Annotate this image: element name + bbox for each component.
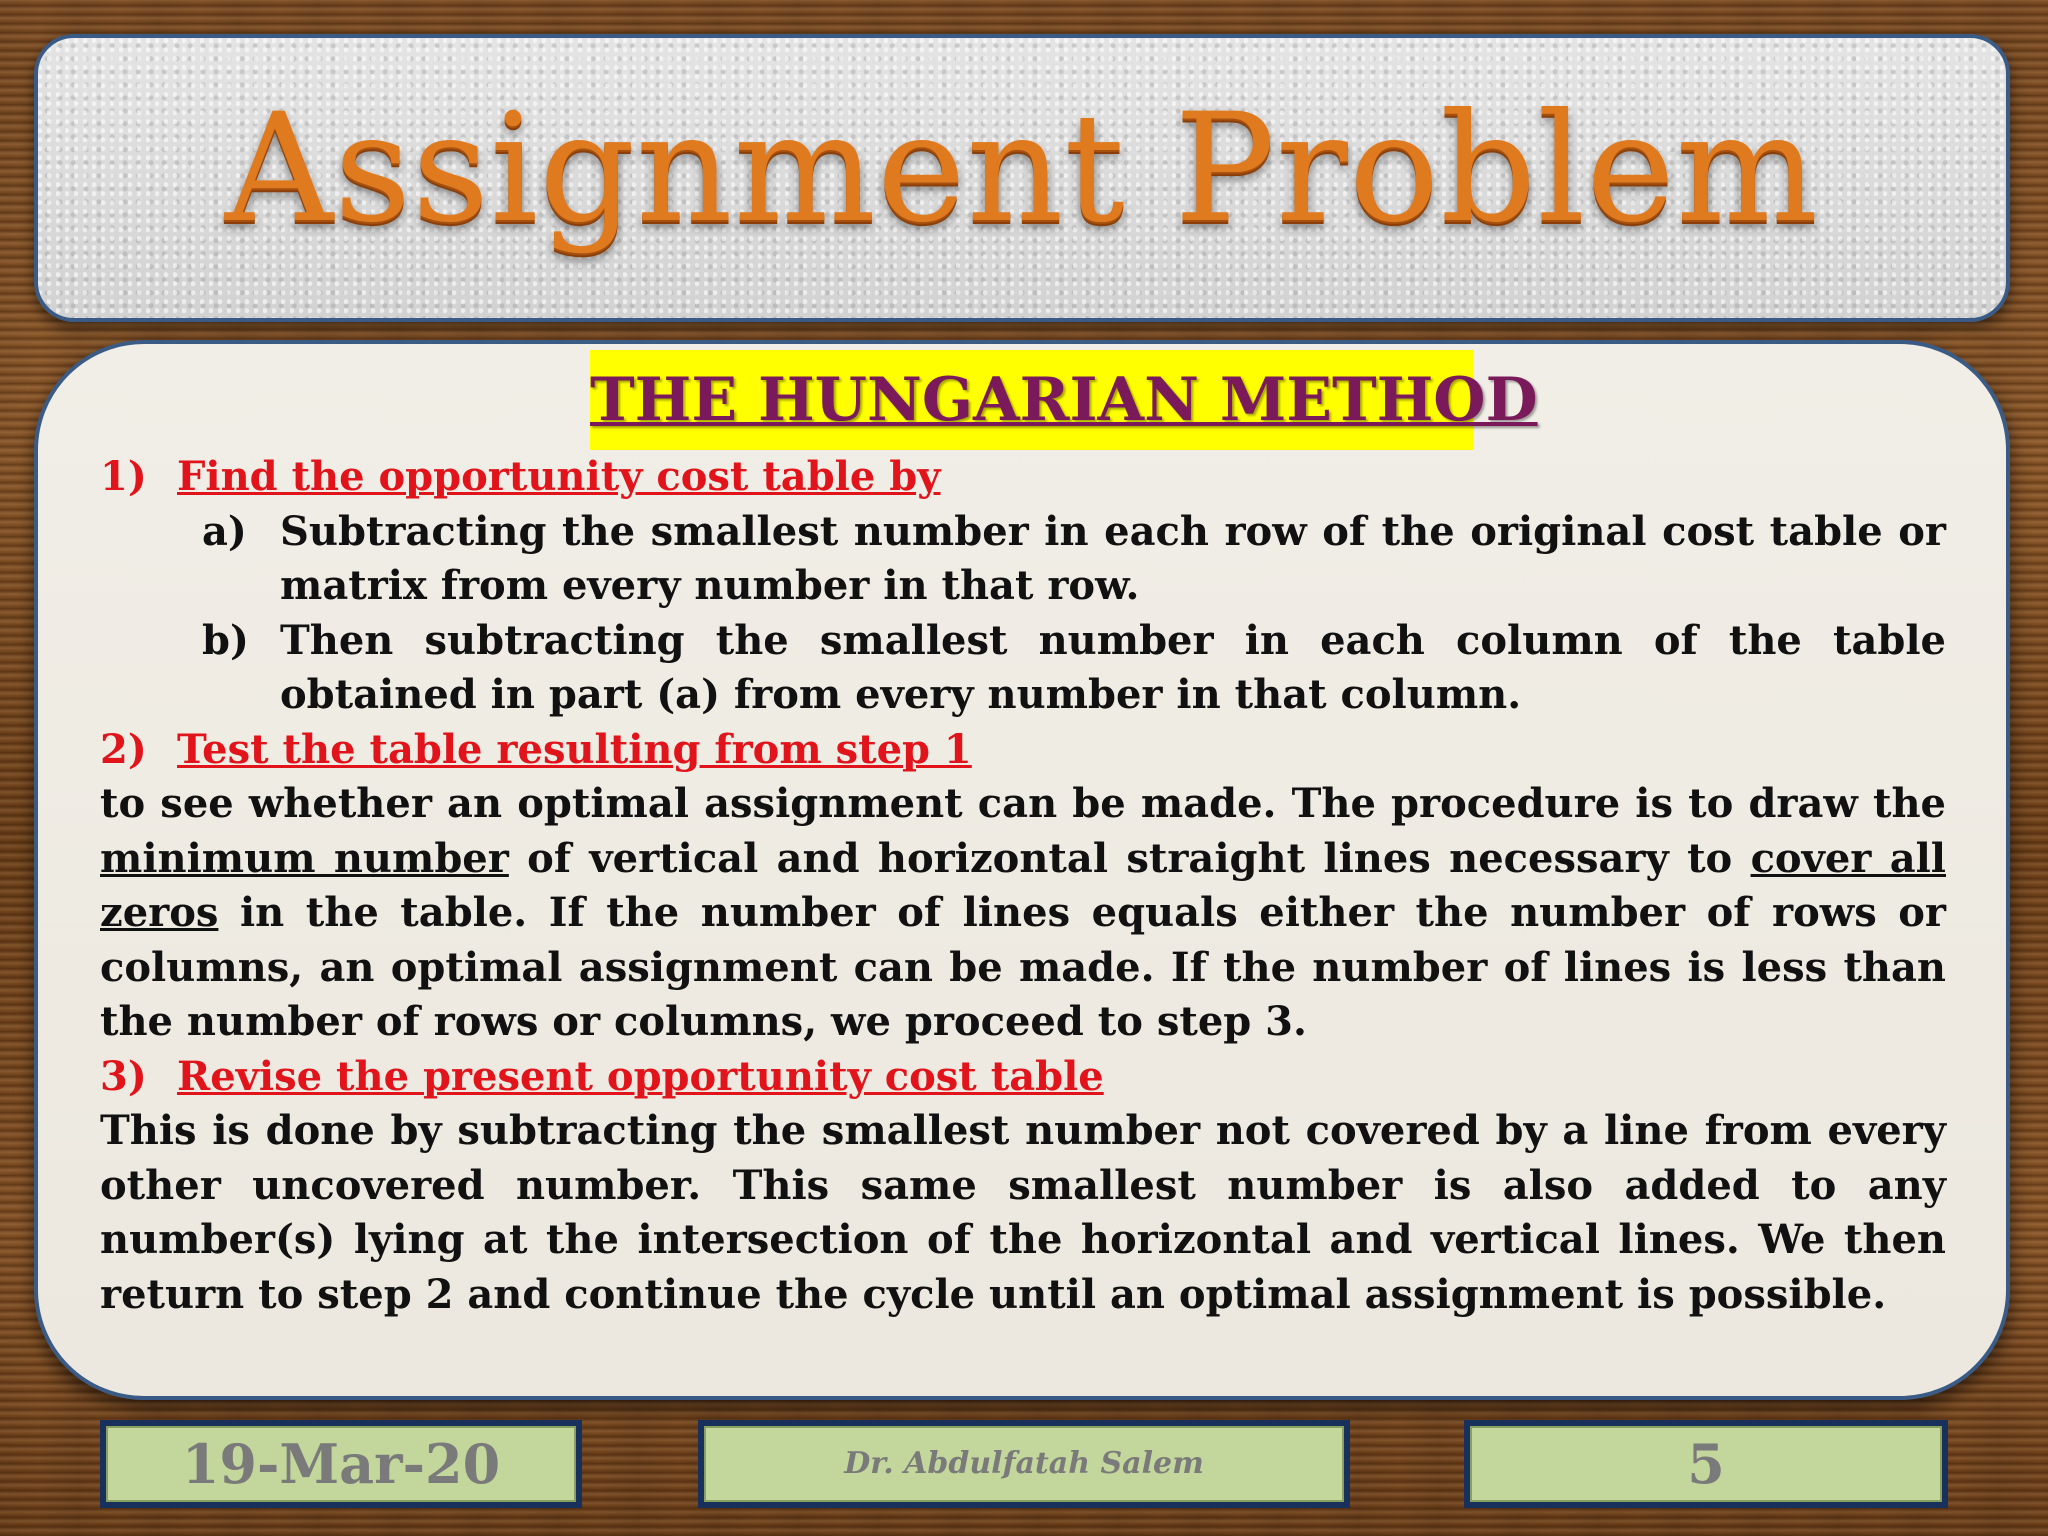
body-text: in the table. If the number of lines equals either the number of rows or columns, an optimal assignment can be made. If the number of lines is less than the number of rows or columns, we proceed to step 3. xyxy=(100,889,1946,1045)
step-3 xyxy=(100,1050,1946,1105)
footer-page-number: 5 xyxy=(1464,1420,1948,1508)
steps-text xyxy=(100,450,1946,1322)
step-number: 1) xyxy=(100,453,147,500)
body-text: of vertical and horizontal straight lines necessary to xyxy=(508,834,1751,882)
underlined-text: cover all zeros xyxy=(100,834,1946,936)
step-heading: Find the opportunity cost table by xyxy=(177,453,941,500)
step-heading: Test the table resulting from step 1 xyxy=(177,725,972,773)
method-heading: THE HUNGARIAN METHOD xyxy=(590,350,1474,450)
substep-letter: a) xyxy=(202,507,247,555)
step-number: 2) xyxy=(100,725,147,773)
body-text: to see whether an optimal assignment can be made. The procedure is to draw the xyxy=(100,780,1946,827)
slide-title: Assignment Problem xyxy=(224,82,1820,256)
underlined-text: minimum number xyxy=(100,834,509,882)
step-2-body xyxy=(100,777,1946,1050)
substep-a xyxy=(100,505,1946,614)
substep-b xyxy=(100,614,1946,723)
footer-date: 19-Mar-20 xyxy=(100,1420,582,1508)
substep-text: Subtracting the smallest number in each row of the original cost table or matrix from every number in that row. xyxy=(280,507,1946,609)
title-panel xyxy=(34,34,2010,322)
step-number: 3) xyxy=(100,1052,147,1100)
footer-author: Dr. Abdulfatah Salem xyxy=(698,1420,1350,1508)
substep-letter: b) xyxy=(202,616,249,664)
step-2 xyxy=(100,723,1946,778)
step-1 xyxy=(100,450,1946,505)
step-heading: Revise the present opportunity cost table xyxy=(177,1052,1104,1100)
substep-text: Then subtracting the smallest number in each column of the table obtained in part (a) from every number in that column. xyxy=(280,616,1946,718)
step-3-body: This is done by subtracting the smallest number not covered by a line from every other uncovered number. This same smallest number is also added to any number(s) lying at the intersection of the horizontal and vertical lines. We then return to step 2 and continue the cycle until an optimal assignment is possible. xyxy=(100,1107,1946,1318)
